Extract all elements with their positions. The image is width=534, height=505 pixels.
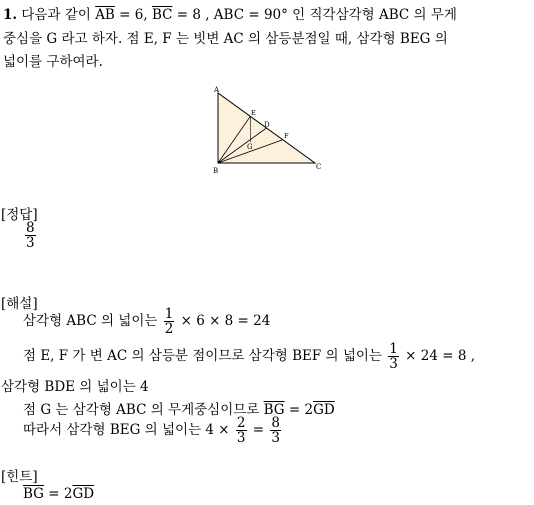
fraction-numerator: 2 — [236, 415, 246, 431]
triangle-figure — [205, 82, 330, 177]
fraction-denominator: 3 — [236, 430, 246, 447]
fraction-denominator: 2 — [164, 321, 174, 338]
segment-gd: $\overline{GD}$ — [313, 402, 335, 418]
problem-line-1 — [3, 3, 457, 23]
problem-line-3: 넓이를 구하여라. — [3, 54, 103, 70]
segment-ab: $\overline{AB}$ — [95, 7, 115, 23]
fraction-numerator: 8 — [271, 415, 281, 431]
answer-denominator: 3 — [26, 235, 35, 252]
segment-bc: $\overline{BC}$ — [151, 7, 173, 23]
fraction-numerator: 1 — [389, 341, 398, 357]
explanation-line-2 — [23, 342, 475, 371]
explanation-text: 점 E, F 가 변 AC 의 삼등분 점이므로 삼각형 BEF 의 넓이는 — [23, 348, 387, 365]
hint-line — [23, 486, 94, 502]
problem-line-2: 중심을 G 라고 하자. 점 E, F 는 빗변 AC 의 삼등분점일 때, 삼각형 BEG 의 — [3, 31, 448, 47]
problem-number: 1. — [3, 7, 18, 23]
fraction-denominator: 3 — [389, 356, 398, 373]
label-f: F — [284, 132, 289, 140]
explanation-text: × 24 = 8 , — [400, 348, 475, 365]
problem-eq-2: = 8 , ABC = 90° 인 직각삼각형 ABC 의 무게 — [172, 7, 457, 23]
fraction-denominator: 3 — [271, 430, 281, 447]
hint-text: = 2 — [43, 486, 73, 502]
answer-value — [23, 221, 38, 250]
explanation-line-3: 삼각형 BDE 의 넓이는 4 — [1, 379, 149, 395]
explanation-line-4 — [23, 398, 335, 418]
answer-numerator: 8 — [26, 220, 35, 236]
explanation-header: [해설] — [1, 296, 38, 312]
explanation-text: 따라서 삼각형 BEG 의 넓이는 4 × — [23, 422, 234, 439]
problem-text-1: 다음과 같이 — [21, 7, 96, 23]
label-b: B — [213, 167, 219, 175]
problem-eq-1: = 6, — [114, 7, 152, 23]
explanation-line-5 — [23, 416, 283, 445]
label-g: G — [247, 143, 253, 151]
hint-header: [힌트] — [1, 469, 38, 485]
label-e: E — [251, 109, 256, 117]
label-c: C — [316, 163, 322, 171]
segment-bg: $\overline{BG}$ — [263, 402, 285, 418]
explanation-text: 점 G 는 삼각형 ABC 의 무게중심이므로 — [23, 402, 264, 418]
fraction-numerator: 1 — [164, 306, 174, 322]
explanation-text: = — [248, 422, 269, 439]
segment-gd: $\overline{GD}$ — [72, 486, 95, 502]
answer-header: [정답] — [1, 207, 38, 223]
explanation-text: = 2 — [284, 402, 314, 418]
explanation-text: × 6 × 8 = 24 — [176, 313, 271, 330]
explanation-text: 삼각형 ABC 의 넓이는 — [23, 313, 162, 330]
segment-bg: $\overline{BG}$ — [23, 486, 44, 502]
label-a: A — [214, 86, 220, 94]
label-d: D — [264, 121, 270, 129]
explanation-line-1 — [23, 307, 270, 336]
